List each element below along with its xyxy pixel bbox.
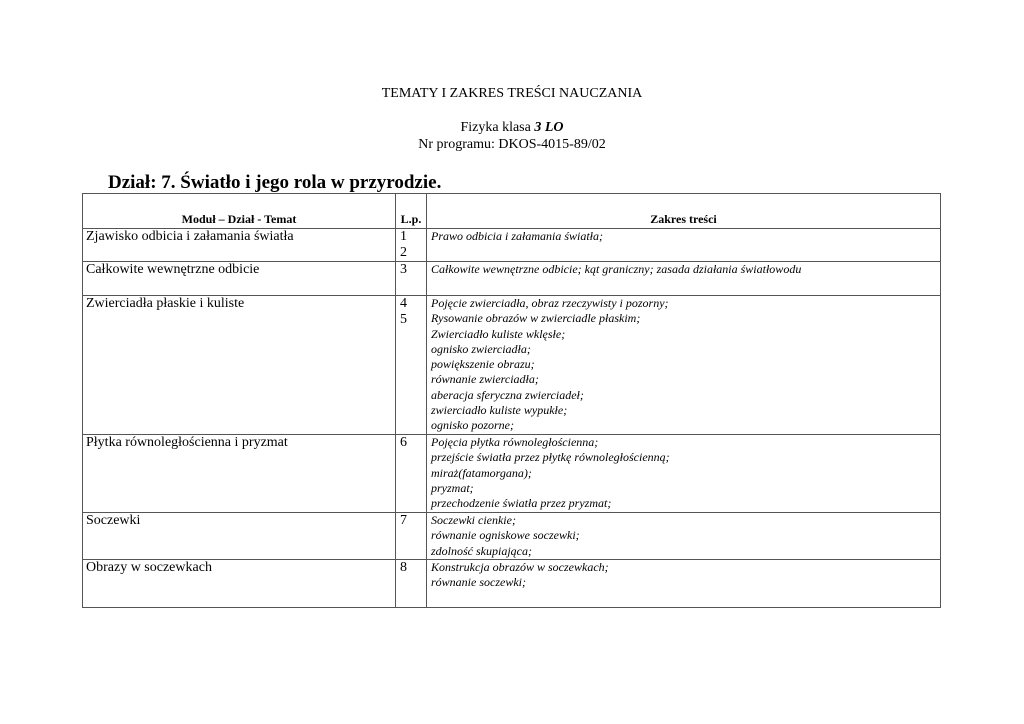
row-topic: Zwierciadła płaskie i kuliste <box>83 296 396 435</box>
row-number <box>396 435 427 513</box>
row-content-line: Całkowite wewnętrzne odbicie; kąt graniczny; zasada działania światłowodu <box>431 262 802 276</box>
row-number <box>396 229 427 262</box>
row-number <box>396 262 427 296</box>
row-content <box>427 435 941 513</box>
row-content-line: równanie ogniskowe soczewki; <box>431 528 580 543</box>
row-content-line: ognisko pozorne; <box>431 418 514 433</box>
row-content-line: Rysowanie obrazów w zwierciadle płaskim; <box>431 311 641 326</box>
row-content-line: miraż(fatamorgana); <box>431 465 532 480</box>
row-number-value: 8 <box>400 560 407 575</box>
row-content-line: Zwierciadło kuliste wklęsłe; <box>431 326 566 341</box>
row-topic: Obrazy w soczewkach <box>83 560 396 608</box>
row-content-line: Prawo odbicia i załamania światła; <box>431 229 604 243</box>
row-content-line: zdolność skupiająca; <box>431 543 532 558</box>
row-content <box>427 560 941 608</box>
row-content-line: Soczewki cienkie; <box>431 513 516 527</box>
row-number-value: 3 <box>400 262 407 277</box>
row-content <box>427 229 941 262</box>
row-content <box>427 262 941 296</box>
table-row <box>83 296 941 435</box>
row-content-line: Konstrukcja obrazów w soczewkach; <box>431 560 609 574</box>
row-content-line: ognisko zwierciadła; <box>431 341 531 356</box>
row-number-value: 5 <box>400 312 407 327</box>
row-number-value: 6 <box>400 435 407 450</box>
row-content-line: równanie soczewki; <box>431 575 526 590</box>
row-content <box>427 513 941 560</box>
column-header-topic: Moduł – Dział - Temat <box>83 194 396 229</box>
row-content-line: aberacja sferyczna zwierciadeł; <box>431 387 584 402</box>
table-row <box>83 229 941 262</box>
row-content-line: pryzmat; <box>431 480 474 495</box>
table-row <box>83 435 941 513</box>
document-title: TEMATY I ZAKRES TREŚCI NAUCZANIA <box>381 86 643 101</box>
row-content-line: Pojęcie zwierciadła, obraz rzeczywisty i pozorny; <box>431 296 669 310</box>
row-content-line: przechodzenie światła przez pryzmat; <box>431 496 612 511</box>
row-content-line: Pojęcia płytka równoległościenna; <box>431 435 599 449</box>
row-topic: Płytka równoległościenna i pryzmat <box>83 435 396 513</box>
row-number <box>396 513 427 560</box>
table-row <box>83 560 941 608</box>
row-content-line: przejście światła przez płytkę równoległościenną; <box>431 450 670 465</box>
row-number-value: 1 <box>400 229 407 244</box>
row-number <box>396 560 427 608</box>
row-topic: Zjawisko odbicia i załamania światła <box>83 229 396 262</box>
table-body <box>83 229 941 608</box>
row-content-line: zwierciadło kuliste wypukłe; <box>431 403 568 418</box>
row-number-value: 4 <box>400 296 407 311</box>
table-header-row <box>83 194 941 229</box>
subject-line <box>0 120 1024 136</box>
row-topic: Soczewki <box>83 513 396 560</box>
column-header-content: Zakres treści <box>427 194 941 229</box>
curriculum-table <box>82 193 941 608</box>
table-row <box>83 513 941 560</box>
row-content-line: równanie zwierciadła; <box>431 372 539 387</box>
row-number-value: 7 <box>400 513 407 528</box>
row-topic: Całkowite wewnętrzne odbicie <box>83 262 396 296</box>
subject-class: 3 LO <box>534 120 564 135</box>
column-header-number: L.p. <box>396 194 427 229</box>
section-title: Dział: 7. Światło i jego rola w przyrodzie. <box>108 172 442 193</box>
row-number-value: 2 <box>400 245 407 260</box>
table-row <box>83 262 941 296</box>
program-number: Nr programu: DKOS-4015-89/02 <box>418 137 606 152</box>
row-content <box>427 296 941 435</box>
subject-prefix: Fizyka klasa <box>460 120 531 135</box>
row-content-line: powiększenie obrazu; <box>431 357 535 372</box>
row-number <box>396 296 427 435</box>
